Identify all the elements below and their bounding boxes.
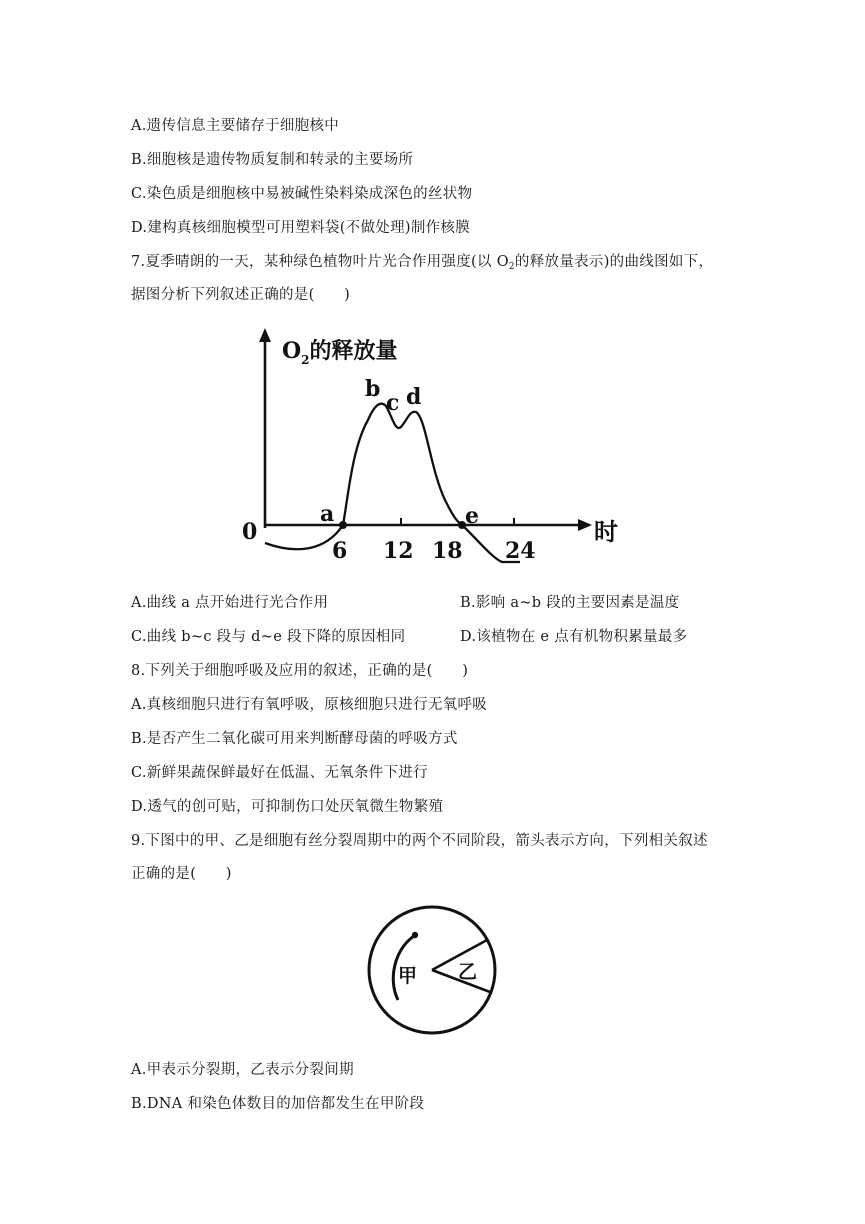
q7-stem-part1: 7.夏季晴朗的一天，某种绿色植物叶片光合作用强度(以 O [131,254,509,270]
y-axis-label [282,338,398,367]
q9-option-b: B.DNA 和染色体数目的加倍都发生在甲阶段 [131,1096,425,1112]
label-jia: 甲 [398,965,418,987]
tick-label-18: 18 [432,538,463,564]
y-axis-arrow-icon [259,328,271,342]
tick-label-24: 24 [505,538,536,564]
q9-stem-line1: 9.下图中的甲、乙是细胞有丝分裂周期中的两个不同阶段，箭头表示方向，下列相关叙述 [131,833,708,849]
cell-cycle-diagram [362,900,502,1040]
y-label-o: O [282,338,302,364]
direction-arrow-icon [412,932,418,938]
tick-label-12: 12 [383,538,414,564]
q7-stem-line2: 据图分析下列叙述正确的是( ) [131,287,351,303]
q7-stem-line1 [131,250,713,272]
o2-release-graph [240,328,620,578]
q6-option-c: C.染色质是细胞核中易被碱性染料染成深色的丝状物 [131,186,473,202]
q9-option-a: A.甲表示分裂期，乙表示分裂间期 [131,1062,354,1078]
q7-option-b: B.影响 a~b 段的主要因素是温度 [460,595,680,611]
point-a-marker [339,521,347,529]
q6-option-a: A.遗传信息主要储存于细胞核中 [131,118,340,134]
y-label-rest: 的释放量 [309,338,398,364]
label-yi: 乙 [458,961,478,983]
q7-option-c: C.曲线 b~c 段与 d~e 段下降的原因相同 [131,629,406,645]
q8-option-b: B.是否产生二氧化碳可用来判断酵母菌的呼吸方式 [131,731,458,747]
point-label-c: c [386,390,400,416]
point-label-e: e [465,503,479,529]
point-label-b: b [365,376,381,402]
x-axis-label: 时 [594,517,618,546]
q8-option-d: D.透气的创可贴，可抑制伤口处厌氧微生物繁殖 [131,799,444,815]
q9-stem-line2: 正确的是( ) [131,866,232,882]
point-label-d: d [406,384,422,410]
q6-option-b: B.细胞核是遗传物质复制和转录的主要场所 [131,152,414,168]
q7-option-d: D.该植物在 e 点有机物积累量最多 [460,629,688,645]
tick-label-6: 6 [332,538,348,564]
origin-label: 0 [242,519,258,545]
q7-stem-sub: 2 [508,262,515,272]
y-label-sub: 2 [301,353,310,367]
q6-option-d: D.建构真核细胞模型可用塑料袋(不做处理)制作核膜 [131,220,471,236]
point-label-a: a [320,501,335,527]
q8-option-a: A.真核细胞只进行有氧呼吸，原核细胞只进行无氧呼吸 [131,697,488,713]
q8-stem: 8.下列关于细胞呼吸及应用的叙述，正确的是( ) [131,663,469,679]
q8-option-c: C.新鲜果蔬保鲜最好在低温、无氧条件下进行 [131,765,428,781]
q7-stem-part2: 的释放量表示)的曲线图如下， [514,254,714,270]
q7-option-a: A.曲线 a 点开始进行光合作用 [131,595,329,611]
x-axis-arrow-icon [578,519,592,531]
